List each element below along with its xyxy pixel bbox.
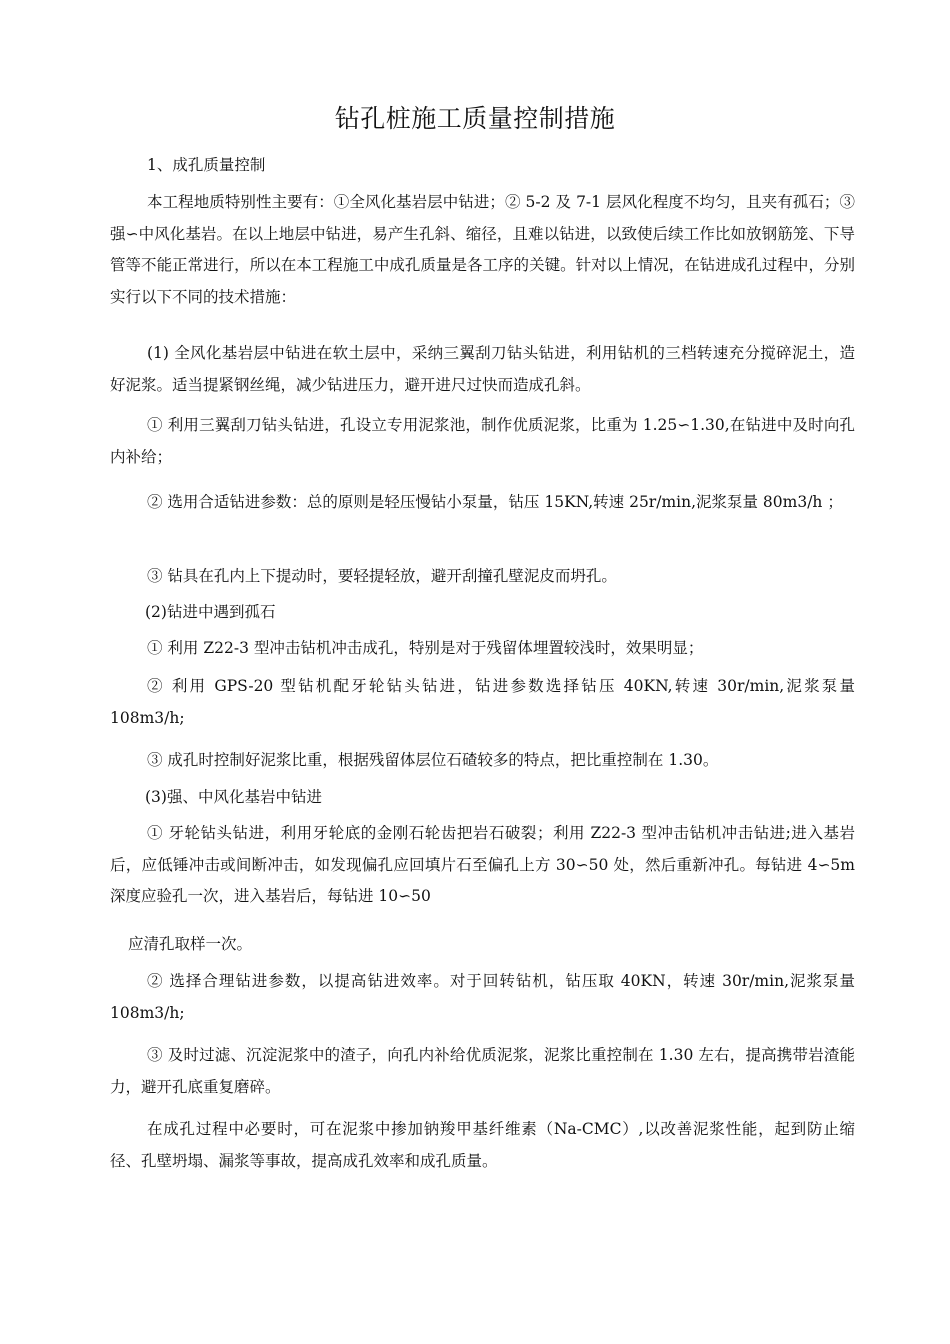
paragraph-item-3-3: ③ 及时过滤、沉淀泥浆中的渣子，向孔内补给优质泥浆，泥浆比重控制在 1.30 左右，提高携带岩渣能力，避开孔底重复磨碎。 (110, 1046, 855, 1096)
paragraph-item-3-1-continued: 应清孔取样一次。 (128, 935, 253, 953)
paragraph-item-3-2: ② 选择合理钻进参数，以提高钻进效率。对于回转钻机，钻压取 40KN，转速 30r/min,泥浆泵量 108m3/h; (110, 972, 855, 1022)
paragraph-cmc: 在成孔过程中必要时，可在泥浆中掺加钠羧甲基纤维素（Na-CMC）,以改善泥浆性能，起到防止缩径、孔壁坍塌、漏浆等事故，提高成孔效率和成孔质量。 (110, 1120, 855, 1170)
paragraph-item-3: (3)强、中风化基岩中钻进 (145, 788, 322, 806)
paragraph-item-2: (2)钻进中遇到孤石 (145, 603, 276, 621)
paragraph-item-2-3: ③ 成孔时控制好泥浆比重，根据残留体层位石碴较多的特点，把比重控制在 1.30。 (147, 751, 719, 769)
paragraph-item-1-2: ② 选用合适钻进参数：总的原则是轻压慢钻小泵量，钻压 15KN,转速 25r/min,泥浆泵量 80m3/h ； (147, 493, 843, 511)
section-heading: 1、成孔质量控制 (147, 156, 266, 174)
paragraph-item-1: (1) 全风化基岩层中钻进在软土层中，采纳三翼刮刀钻头钻进，利用钻机的三档转速充分搅碎泥土，造好泥浆。适当提紧钢丝绳，减少钻进压力，避开进尺过快而造成孔斜。 (110, 344, 855, 394)
paragraph-intro: 本工程地质特别性主要有：①全风化基岩层中钻进；② 5-2 及 7-1 层风化程度不均匀，且夹有孤石；③强∽中风化基岩。在以上地层中钻进，易产生孔斜、缩径，且难以钻进，以致使后续工作比如放钢筋笼、下导管等不能正常进行，所以在本工程施工中成孔质量是各工序的关键。针对以上情况，在钻进成孔过程中，分别实行以下不同的技术措施： (110, 193, 855, 306)
paragraph-item-1-1: ① 利用三翼刮刀钻头钻进，孔设立专用泥浆池，制作优质泥浆，比重为 1.25∽1.30,在钻进中及时向孔内补给； (110, 416, 855, 466)
paragraph-item-3-1: ① 牙轮钻头钻进，利用牙轮底的金刚石轮齿把岩石破裂；利用 Z22-3 型冲击钻机冲击钻进;进入基岩后，应低锤冲击或间断冲击，如发现偏孔应回填片石至偏孔上方 30∽50 处，然后重新冲孔。每钻进 4∽5m 深度应验孔一次，进入基岩后，每钻进 10∽50 (110, 824, 855, 905)
paragraph-item-2-2: ② 利用 GPS-20 型钻机配牙轮钻头钻进，钻进参数选择钻压 40KN,转速 30r/min,泥浆泵量 108m3/h; (110, 677, 855, 727)
document-title: 钻孔桩施工质量控制措施 (334, 104, 616, 133)
paragraph-item-2-1: ① 利用 Z22-3 型冲击钻机冲击成孔，特别是对于残留体埋置较浅时，效果明显； (147, 639, 704, 657)
paragraph-item-1-3: ③ 钻具在孔内上下提动时，要轻提轻放，避开刮撞孔壁泥皮而坍孔。 (147, 567, 617, 585)
